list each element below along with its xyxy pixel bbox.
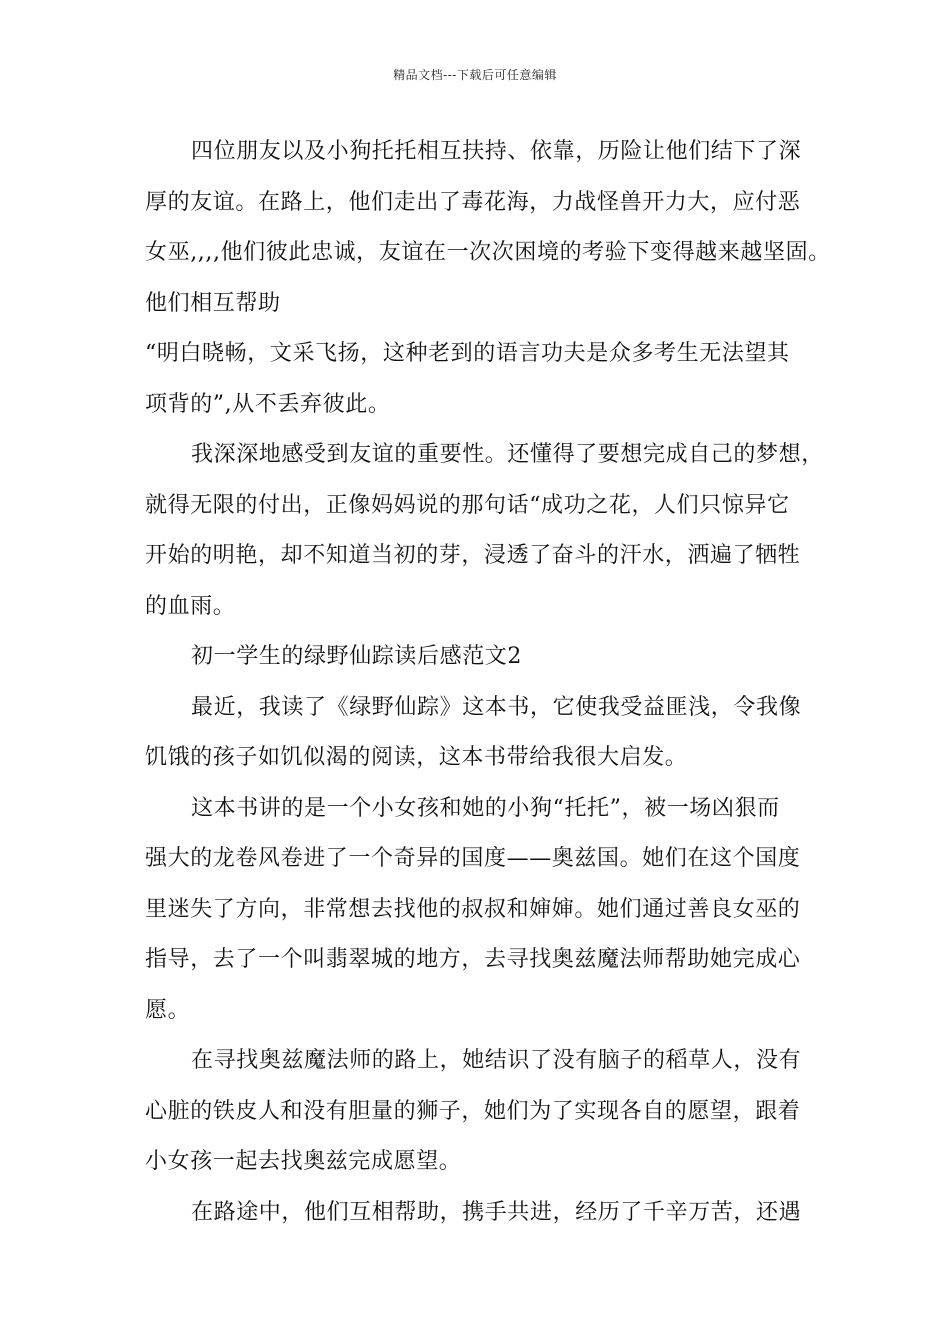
text-line: 指导，去了一个叫翡翠城的地方，去寻找奥兹魔法师帮助她完成心 bbox=[145, 947, 801, 972]
text-line: 的血雨。 bbox=[145, 593, 236, 619]
text-line: 里迷失了方向，非常想去找他的叔叔和婶婶。她们通过善良女巫的 bbox=[145, 896, 801, 922]
text-line: 我深深地感受到友谊的重要性。还懂得了要想完成自己的梦想， bbox=[191, 442, 824, 467]
text-line: “明白晓畅，文采飞扬，这种老到的语言功夫是众多考生无法望其 bbox=[145, 341, 790, 366]
text-line: 愿。 bbox=[145, 997, 191, 1023]
text-line: 他们相互帮助 bbox=[145, 290, 281, 316]
text-line: 小女孩一起去找奥兹完成愿望。 bbox=[145, 1149, 462, 1174]
text-line: 就得无限的付出，正像妈妈说的那句话“成功之花，人们只惊异它 bbox=[145, 492, 790, 518]
page-header: 精品文档---下载后可任意编辑 bbox=[393, 68, 557, 82]
text-line: 厚的友谊。在路上，他们走出了毒花海，力战怪兽开力大，应付恶 bbox=[145, 189, 801, 215]
text-line: 最近，我读了《绿野仙踪》这本书，它使我受益匪浅，令我像 bbox=[191, 694, 802, 720]
text-line: 女巫,,,,他们彼此忠诚，友谊在一次次困境的考验下变得越来越坚固。 bbox=[145, 240, 831, 265]
text-line: 在路途中，他们互相帮助，携手共进，经历了千辛万苦，还遇 bbox=[191, 1199, 802, 1225]
text-line: 这本书讲的是一个小女孩和她的小狗“托托”，被一场凶狠而 bbox=[191, 795, 780, 821]
text-line: 心脏的铁皮人和没有胆量的狮子，她们为了实现各自的愿望，跟着 bbox=[145, 1098, 801, 1124]
text-line: 饥饿的孩子如饥似渴的阅读，这本书带给我很大启发。 bbox=[145, 745, 688, 770]
text-line: 强大的龙卷风卷进了一个奇异的国度——奥兹国。她们在这个国度 bbox=[145, 846, 801, 871]
text-line: 在寻找奥兹魔法师的路上，她结识了没有脑子的稻草人，没有 bbox=[191, 1048, 802, 1073]
text-line: 四位朋友以及小狗托托相互扶持、依靠，历险让他们结下了深 bbox=[191, 139, 802, 164]
text-line: 开始的明艳，却不知道当初的芽，浸透了奋斗的汗水，洒遍了牺牲 bbox=[145, 543, 801, 568]
text-line: 初一学生的绿野仙踪读后感范文2 bbox=[191, 644, 522, 669]
text-line: 项背的”,从不丢弃彼此。 bbox=[145, 391, 391, 417]
document-body bbox=[145, 134, 835, 1245]
